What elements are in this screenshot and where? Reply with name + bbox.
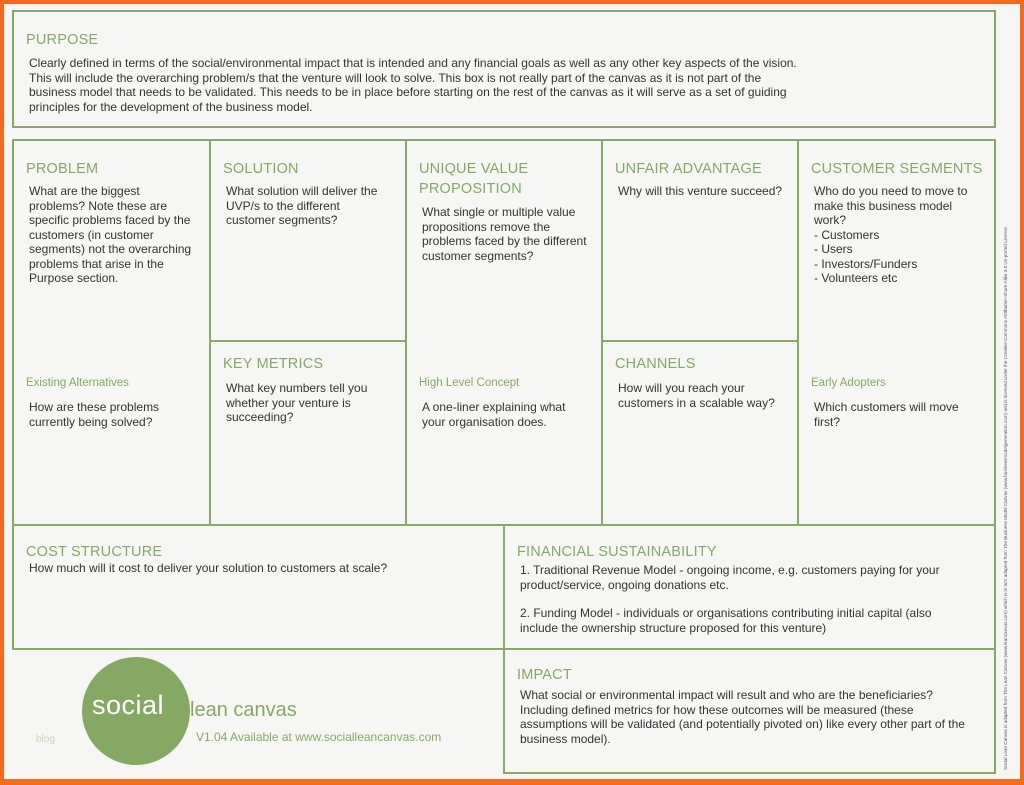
financial-sustainability-body-1: 1. Traditional Revenue Model - ongoing income, e.g. customers paying for your product/service, ongoing donations etc.: [520, 563, 940, 592]
high-level-concept-label: High Level Concept: [419, 377, 520, 389]
cost-structure-box: [12, 524, 505, 650]
cost-structure-title: COST STRUCTURE: [26, 544, 163, 560]
customer-segments-title: CUSTOMER SEGMENTS: [811, 161, 983, 177]
solution-title: SOLUTION: [223, 161, 299, 177]
early-adopters-body: Which customers will move first?: [814, 400, 959, 429]
channels-body: How will you reach your customers in a scalable way?: [618, 381, 775, 410]
solution-body: What solution will deliver the UVP/s to the different customer segments?: [226, 184, 378, 227]
uvp-title: UNIQUE VALUE PROPOSITION: [419, 161, 529, 197]
financial-sustainability-body-2: 2. Funding Model - individuals or organisations contributing initial capital (also include the ownership structure proposed for this venture): [520, 606, 932, 635]
logo-social-text: social: [92, 690, 165, 720]
impact-title: IMPACT: [517, 667, 572, 683]
purpose-box: [12, 10, 996, 128]
key-metrics-body: What key numbers tell you whether your venture is succeeding?: [226, 381, 368, 424]
problem-box: [12, 139, 211, 526]
purpose-body: Clearly defined in terms of the social/environmental impact that is intended and any financial goals as well as any other key aspects of the vision. This will include the overarching problem/s that the venture will look to solve. This box is not really part of the canvas as it is not part of the business model that needs to be validated. This needs to be in place before starting on the rest of the canvas as it will serve as a set of guiding principles for the development of the business model.: [29, 56, 797, 114]
key-metrics-title: KEY METRICS: [223, 356, 324, 372]
license-text: Social Lean Canvas is adapted from The Lean Canvas (www.leancanvas.com) which is in turn adapted from The Business Model Canvas (www.businessmodelgeneration.com) and is licensed under the Creative Commons Attribution-Share Alike 3.0 Un-ported License: [1003, 227, 1008, 770]
customer-segments-body: Who do you need to move to make this business model work? - Customers - Users - Investors/Funders - Volunteers etc: [814, 184, 968, 285]
existing-alternatives-label: Existing Alternatives: [26, 377, 129, 389]
unfair-advantage-body: Why will this venture succeed?: [618, 184, 783, 198]
canvas-page: [4, 4, 1020, 779]
customer-segments-box: [797, 139, 996, 526]
impact-body: What social or environmental impact will result and who are the beneficiaries? Including defined metrics for how these outcomes will be measured (these assumptions will be validated (and potentially pivoted on) like every other part of the business model).: [520, 688, 965, 746]
version-link[interactable]: V1.04 Available at www.socialleancanvas.com: [196, 730, 442, 744]
cost-structure-body: How much will it cost to deliver your solution to customers at scale?: [29, 561, 388, 575]
solution-box: [209, 139, 407, 342]
unfair-advantage-box: [601, 139, 799, 342]
unfair-advantage-title: UNFAIR ADVANTAGE: [615, 161, 762, 177]
financial-sustainability-title: FINANCIAL SUSTAINABILITY: [517, 544, 717, 560]
purpose-title: PURPOSE: [26, 32, 99, 48]
problem-title: PROBLEM: [26, 161, 99, 177]
existing-alternatives-body: How are these problems currently being solved?: [29, 400, 160, 429]
channels-title: CHANNELS: [615, 356, 696, 372]
logo-lean-canvas-text: lean canvas: [190, 699, 297, 721]
blog-link[interactable]: blog: [36, 734, 55, 745]
uvp-body: What single or multiple value propositions remove the problems faced by the different customer segments?: [422, 205, 587, 263]
financial-sustainability-box: [503, 524, 996, 650]
high-level-concept-body: A one-liner explaining what your organisation does.: [422, 400, 566, 429]
early-adopters-label: Early Adopters: [811, 377, 886, 389]
impact-box: [503, 648, 996, 774]
key-metrics-box: [209, 340, 407, 526]
problem-body: What are the biggest problems? Note these are specific problems faced by the customers (in customer segments) not the overarching problems that arise in the Purpose section.: [29, 184, 192, 285]
uvp-box: [405, 139, 603, 526]
channels-box: [601, 340, 799, 526]
